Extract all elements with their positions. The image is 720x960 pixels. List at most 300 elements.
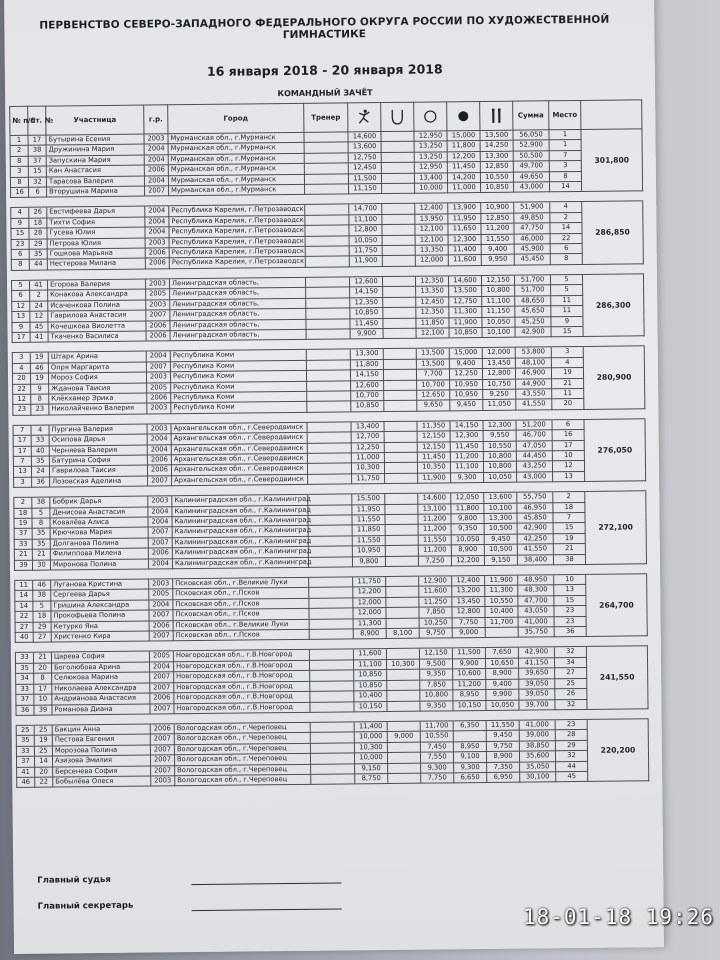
row-start-number: 23	[31, 404, 49, 415]
row-sum: 52,900	[513, 140, 549, 151]
results-sheet	[4, 0, 664, 954]
score-rope	[383, 359, 416, 370]
score-rope	[385, 504, 418, 515]
score-free: 12,600	[351, 380, 384, 391]
score-clubs: 13,600	[484, 492, 517, 503]
score-hoop: 12,650	[417, 390, 450, 401]
row-city: Псковская обл., г.Псков	[173, 629, 309, 641]
row-start-number: 9	[31, 384, 49, 395]
score-ball: 15,000	[447, 131, 480, 142]
row-birth-year: 2005	[149, 589, 173, 600]
row-city: Мурманская обл., г.Мурманск	[168, 164, 304, 176]
score-hoop: 11,600	[419, 586, 452, 597]
score-rope	[383, 286, 416, 297]
score-hoop: 7,850	[419, 607, 452, 618]
row-place: 1	[549, 140, 581, 151]
row-place: 15	[554, 595, 586, 606]
score-free: 12,000	[353, 597, 386, 608]
score-ball: 9,350	[451, 524, 484, 535]
row-coach	[306, 287, 350, 298]
row-participant: Бобрик Дарья	[50, 496, 148, 507]
row-sum: 47,700	[518, 596, 554, 607]
score-hoop: 14,600	[418, 493, 451, 504]
score-ball: 11,200	[450, 451, 483, 462]
row-birth-year: 2007	[146, 310, 170, 321]
row-city: Новгородская обл., г.В.Новгород	[173, 650, 309, 662]
row-city: Республика Карелия, г.Петрозаводск	[169, 215, 305, 227]
row-birth-year: 2004	[144, 155, 168, 166]
row-coach	[308, 494, 352, 505]
row-coach	[309, 629, 353, 640]
score-free: 11,000	[351, 453, 384, 464]
score-rope	[381, 173, 414, 184]
row-start-number: 28	[29, 228, 47, 239]
score-clubs: 10,500	[484, 544, 517, 555]
score-free: 12,800	[349, 225, 382, 236]
row-city: Мурманская обл., г.Мурманск	[168, 174, 304, 186]
row-sum: 45,250	[515, 316, 551, 327]
score-free: 10,400	[354, 691, 387, 702]
row-sum: 30,100	[520, 772, 556, 783]
row-coach	[310, 701, 354, 712]
row-participant: Ткаченко Василиса	[48, 331, 146, 342]
section-subtitle: КОМАНДНЫЙ ЗАЧЁТ	[277, 88, 373, 99]
row-participant: Батурина София	[49, 455, 147, 466]
row-start-number: 39	[34, 705, 52, 716]
row-num: 40	[15, 632, 33, 643]
row-start-number: 19	[30, 373, 48, 384]
score-hoop: 9,650	[417, 400, 450, 411]
row-num: 14	[15, 601, 33, 612]
row-sum: 42,250	[517, 534, 553, 545]
row-start-number: 21	[32, 549, 50, 560]
row-coach	[308, 504, 352, 515]
row-start-number: 30	[32, 560, 50, 571]
row-participant: Егорова Валерия	[47, 279, 145, 290]
row-start-number: 20	[34, 663, 52, 674]
row-participant: Гришина Александра	[51, 600, 149, 611]
row-sum: 44,900	[516, 378, 552, 389]
score-clubs: 11,550	[481, 234, 514, 245]
row-birth-year: 2004	[145, 206, 169, 217]
score-hoop: 12,950	[414, 162, 447, 173]
row-place: 21	[553, 544, 585, 555]
score-free: 12,350	[350, 297, 383, 308]
score-hoop: 11,450	[417, 452, 450, 463]
row-city: Новгородская обл., г.В.Новгород	[174, 671, 310, 683]
score-hoop: 7,550	[420, 752, 453, 763]
row-start-number: 19	[30, 352, 48, 363]
row-birth-year: 2005	[147, 382, 171, 393]
score-hoop: 7,750	[421, 773, 454, 784]
row-coach	[305, 215, 349, 226]
row-num: 23	[13, 405, 31, 416]
row-num: 22	[15, 611, 33, 622]
score-ball: 14,200	[447, 172, 480, 183]
score-ball: 11,450	[450, 441, 483, 452]
row-city: Республика Коми	[171, 391, 307, 403]
score-ball: 12,400	[452, 576, 485, 587]
row-participant: Нестерова Милана	[47, 259, 145, 270]
row-num: 3	[12, 353, 30, 364]
score-clubs: 8,900	[486, 668, 519, 679]
row-place: 21	[552, 378, 584, 389]
score-free: 15,500	[352, 494, 385, 505]
score-clubs: 13,300	[484, 513, 517, 524]
score-free: 10,850	[350, 308, 383, 319]
score-clubs: 10,750	[483, 379, 516, 390]
score-ball: 10,050	[451, 534, 484, 545]
score-ball: 11,100	[450, 462, 483, 473]
score-clubs: 13,500	[480, 130, 513, 141]
score-rope	[382, 276, 415, 287]
score-rope	[385, 493, 418, 504]
row-num: 36	[16, 705, 34, 716]
score-clubs: 11,550	[486, 720, 519, 731]
row-birth-year: 2006	[150, 693, 174, 704]
row-num: 17	[13, 435, 31, 446]
score-ball: 13,900	[448, 203, 481, 214]
row-num: 7	[13, 456, 31, 467]
row-birth-year: 2006	[146, 331, 170, 342]
row-place: 14	[549, 181, 581, 192]
row-sum: 39,050	[519, 678, 555, 689]
score-rope	[387, 690, 420, 701]
score-ball: 7,750	[452, 617, 485, 628]
score-ball: 12,200	[447, 151, 480, 162]
team-total: 272,100	[585, 491, 647, 564]
row-start-number: 25	[34, 725, 52, 736]
score-ball: 9,400	[449, 358, 482, 369]
row-city: Республика Карелия, г.Петрозаводск	[169, 205, 305, 217]
row-birth-year: 2007	[146, 361, 170, 372]
score-hoop: 12,100	[415, 235, 448, 246]
row-start-number: 40	[31, 446, 49, 457]
row-participant: Клёкхамер Эрика	[49, 393, 147, 404]
row-coach	[311, 774, 355, 785]
row-sum: 51,200	[516, 420, 552, 431]
score-free: 11,750	[349, 246, 382, 257]
row-birth-year: 2004	[148, 558, 172, 569]
score-clubs: 9,400	[486, 679, 519, 690]
row-participant: Штарк Арина	[48, 351, 146, 362]
score-free: 12,000	[353, 608, 386, 619]
row-participant: Романова Диана	[52, 704, 150, 715]
score-ball: 8,900	[451, 545, 484, 556]
score-free: 10,850	[354, 680, 387, 691]
row-participant: Филиппова Милена	[50, 548, 148, 559]
row-place: 19	[551, 368, 583, 379]
row-place: 3	[551, 347, 583, 358]
score-rope	[383, 307, 416, 318]
row-start-number: 35	[31, 456, 49, 467]
row-coach	[305, 236, 349, 247]
score-ball: 13,500	[449, 286, 482, 297]
row-sum: 49,850	[514, 213, 550, 224]
score-hoop: 11,850	[416, 317, 449, 328]
row-place: 25	[555, 678, 587, 689]
score-clubs: 10,800	[483, 462, 516, 473]
row-birth-year: 2003	[149, 579, 173, 590]
score-clubs: 9,550	[483, 430, 516, 441]
score-free: 11,900	[349, 256, 382, 267]
row-coach	[310, 743, 354, 754]
row-city: Республика Карелия, г.Петрозаводск	[169, 257, 305, 269]
results-table	[9, 99, 649, 788]
row-participant: Царева София	[51, 651, 149, 662]
row-coach	[309, 577, 353, 588]
row-start-number: 22	[35, 777, 53, 788]
row-sum: 51,700	[514, 275, 550, 286]
row-coach	[310, 722, 354, 733]
row-num: 37	[14, 529, 32, 540]
score-free: 12,600	[349, 276, 382, 287]
row-city: Вологодская обл., г.Череповец	[174, 743, 310, 755]
header-start: Ст. №	[28, 106, 46, 135]
row-sum: 47,050	[516, 440, 552, 451]
row-sum: 41,550	[516, 399, 552, 410]
row-place: 27	[555, 668, 587, 679]
row-city: Вологодская обл., г.Череповец	[175, 764, 311, 776]
row-coach	[305, 246, 349, 257]
score-clubs: 11,050	[483, 400, 516, 411]
team-total: 286,850	[582, 201, 644, 264]
score-free: 8,750	[355, 773, 388, 784]
score-hoop: 9,350	[420, 669, 453, 680]
row-num: 5	[11, 280, 29, 291]
row-num: 8	[10, 177, 28, 188]
score-clubs: 12,800	[482, 368, 515, 379]
score-ball: 10,850	[449, 327, 482, 338]
score-rope	[386, 597, 419, 608]
score-rope	[387, 752, 420, 763]
score-ball: 9,300	[451, 472, 484, 483]
score-rope	[387, 742, 420, 753]
row-place: 3	[549, 161, 581, 172]
row-participant: Гаврилова Анастасия	[48, 310, 146, 321]
row-birth-year: 2006	[147, 393, 171, 404]
row-city: Республика Коми	[170, 350, 306, 362]
row-coach	[309, 619, 353, 630]
score-free: 11,950	[352, 504, 385, 515]
row-birth-year: 2004	[149, 600, 173, 611]
score-hoop: 10,000	[415, 183, 448, 194]
row-start-number: 10	[34, 694, 52, 705]
score-hoop: 9,350	[420, 700, 453, 711]
score-clubs: 12,850	[480, 161, 513, 172]
row-start-number: 37	[28, 156, 46, 167]
row-sum: 49,650	[513, 171, 549, 182]
row-coach	[306, 360, 350, 371]
row-start-number: 38	[33, 590, 51, 601]
score-free: 10,850	[351, 401, 384, 412]
row-start-number: 17	[28, 135, 46, 146]
row-city: Республика Карелия, г.Петрозаводск	[169, 236, 305, 248]
header-coach: Тренер	[304, 103, 348, 132]
score-rope	[381, 162, 414, 173]
score-clubs: 11,100	[482, 296, 515, 307]
row-sum: 38,850	[519, 740, 555, 751]
row-birth-year: 2006	[147, 465, 171, 476]
row-coach	[306, 370, 350, 381]
score-ball: 12,750	[449, 296, 482, 307]
row-participant: Осипова Дарья	[49, 434, 147, 445]
row-sum: 39,050	[519, 689, 555, 700]
score-hoop: 7,250	[418, 555, 451, 566]
row-coach	[307, 453, 351, 464]
score-rope: 8,100	[386, 628, 419, 639]
row-place: 38	[553, 554, 585, 565]
row-sum: 46,700	[516, 430, 552, 441]
row-place: 11	[551, 306, 583, 317]
header-participant: Участница	[46, 105, 144, 135]
score-clubs: 9,950	[481, 255, 514, 266]
row-birth-year: 2006	[150, 724, 174, 735]
row-num: 33	[16, 746, 34, 757]
score-clubs: 14,250	[480, 141, 513, 152]
team-total: 301,800	[581, 129, 643, 192]
row-birth-year: 2006	[149, 620, 173, 631]
row-city: Новгородская обл., г.В.Новгород	[174, 691, 310, 703]
score-hoop: 13,500	[416, 348, 449, 359]
row-sum: 43,550	[516, 389, 552, 400]
score-clubs: 13,450	[482, 358, 515, 369]
hoop-icon	[414, 102, 447, 131]
score-free: 11,150	[349, 184, 382, 195]
team-total: 280,900	[583, 346, 645, 409]
row-place: 16	[552, 430, 584, 441]
score-clubs: 10,800	[483, 451, 516, 462]
score-hoop: 13,400	[414, 172, 447, 183]
score-clubs: 7,650	[485, 648, 518, 659]
score-rope	[382, 235, 415, 246]
row-birth-year: 2003	[145, 279, 169, 290]
row-birth-year: 2004	[146, 351, 170, 362]
score-rope	[385, 514, 418, 525]
score-ball: 12,300	[450, 431, 483, 442]
row-city: Республика Коми	[171, 381, 307, 393]
row-place: 13	[553, 471, 585, 482]
row-coach	[310, 753, 354, 764]
score-free: 12,250	[351, 442, 384, 453]
clubs-icon	[480, 101, 513, 130]
score-hoop: 10,250	[419, 617, 452, 628]
score-rope	[385, 535, 418, 546]
row-participant: Гаврилова Таисия	[49, 465, 147, 476]
row-birth-year: 2007	[148, 527, 172, 538]
row-start-number: 41	[29, 280, 47, 291]
row-num: 4	[12, 363, 30, 374]
score-hoop: 11,350	[417, 421, 450, 432]
score-hoop: 12,900	[419, 576, 452, 587]
row-place: 32	[555, 751, 587, 762]
row-city: Псковская обл., г.Псков	[173, 588, 309, 600]
row-coach	[309, 649, 353, 660]
row-num: 2	[14, 497, 32, 508]
row-participant: Исаченкова Полина	[48, 300, 146, 311]
score-hoop: 12,150	[419, 648, 452, 659]
row-start-number: 4	[31, 425, 49, 436]
score-hoop: 9,750	[419, 628, 452, 639]
row-coach	[304, 153, 348, 164]
header-city: Город	[168, 103, 304, 133]
row-coach	[309, 598, 353, 609]
row-num: 4	[11, 208, 29, 219]
row-num: 2	[10, 146, 28, 157]
row-birth-year: 2004	[145, 227, 169, 238]
row-birth-year: 2006	[144, 165, 168, 176]
row-city: Архангельская обл., г.Северодвинск	[171, 443, 307, 455]
row-coach	[307, 432, 351, 443]
score-ball: 15,000	[449, 348, 482, 359]
score-hoop: 11,250	[419, 597, 452, 608]
row-num: 25	[16, 725, 34, 736]
score-rope	[384, 442, 417, 453]
row-start-number: 32	[28, 177, 46, 188]
ball-icon	[447, 102, 480, 131]
row-birth-year: 2007	[148, 476, 172, 487]
score-hoop: 11,700	[420, 721, 453, 732]
score-clubs: 10,400	[485, 606, 518, 617]
score-clubs: 9,400	[481, 244, 514, 255]
score-free: 9,800	[352, 556, 385, 567]
row-city: Псковская обл., г.Великие Луки	[173, 577, 309, 589]
score-hoop: 10,800	[420, 690, 453, 701]
row-start-number: 6	[29, 187, 47, 198]
row-sum: 43,000	[513, 182, 549, 193]
header-year: г.р.	[144, 105, 168, 134]
row-place: 2	[550, 212, 582, 223]
row-sum: 35,050	[520, 761, 556, 772]
row-start-number: 44	[29, 260, 47, 271]
row-place: 17	[552, 440, 584, 451]
score-free: 13,400	[351, 421, 384, 432]
score-hoop: 11,900	[418, 473, 451, 484]
score-clubs: 10,050	[486, 700, 519, 711]
score-hoop: 9,500	[419, 659, 452, 670]
row-participant: Петрова Юлия	[47, 238, 145, 249]
row-sum: 39,700	[519, 699, 555, 710]
row-coach	[307, 401, 351, 412]
row-city: Ленинградская область,	[170, 298, 306, 310]
team-total: 264,700	[586, 574, 648, 637]
row-place: 34	[554, 657, 586, 668]
score-rope	[382, 224, 415, 235]
row-city: Архангельская обл., г.Северодвинск	[171, 422, 307, 434]
score-free: 11,100	[353, 659, 386, 670]
score-free: 12,450	[348, 163, 381, 174]
score-free: 10,300	[351, 463, 384, 474]
row-sum: 42,900	[517, 523, 553, 534]
row-place: 9	[551, 316, 583, 327]
chief-judge-signature-line	[191, 883, 341, 886]
row-birth-year: 2003	[147, 403, 171, 414]
row-participant: Мороз София	[48, 372, 146, 383]
row-city: Архангельская обл., г.Северодвинск	[172, 474, 308, 486]
score-ball: 11,000	[448, 183, 481, 194]
row-birth-year: 2004	[148, 506, 172, 517]
row-sum: 39,000	[519, 730, 555, 741]
score-free: 10,000	[354, 753, 387, 764]
row-place: 20	[552, 399, 584, 410]
header-num: № п/п	[10, 106, 28, 135]
row-start-number: 45	[30, 322, 48, 333]
team-total: 220,200	[587, 719, 649, 782]
row-birth-year: 2003	[151, 776, 175, 787]
row-city: Вологодская обл., г.Череповец	[174, 722, 310, 734]
row-birth-year: 2004	[144, 175, 168, 186]
score-free: 10,150	[354, 701, 387, 712]
